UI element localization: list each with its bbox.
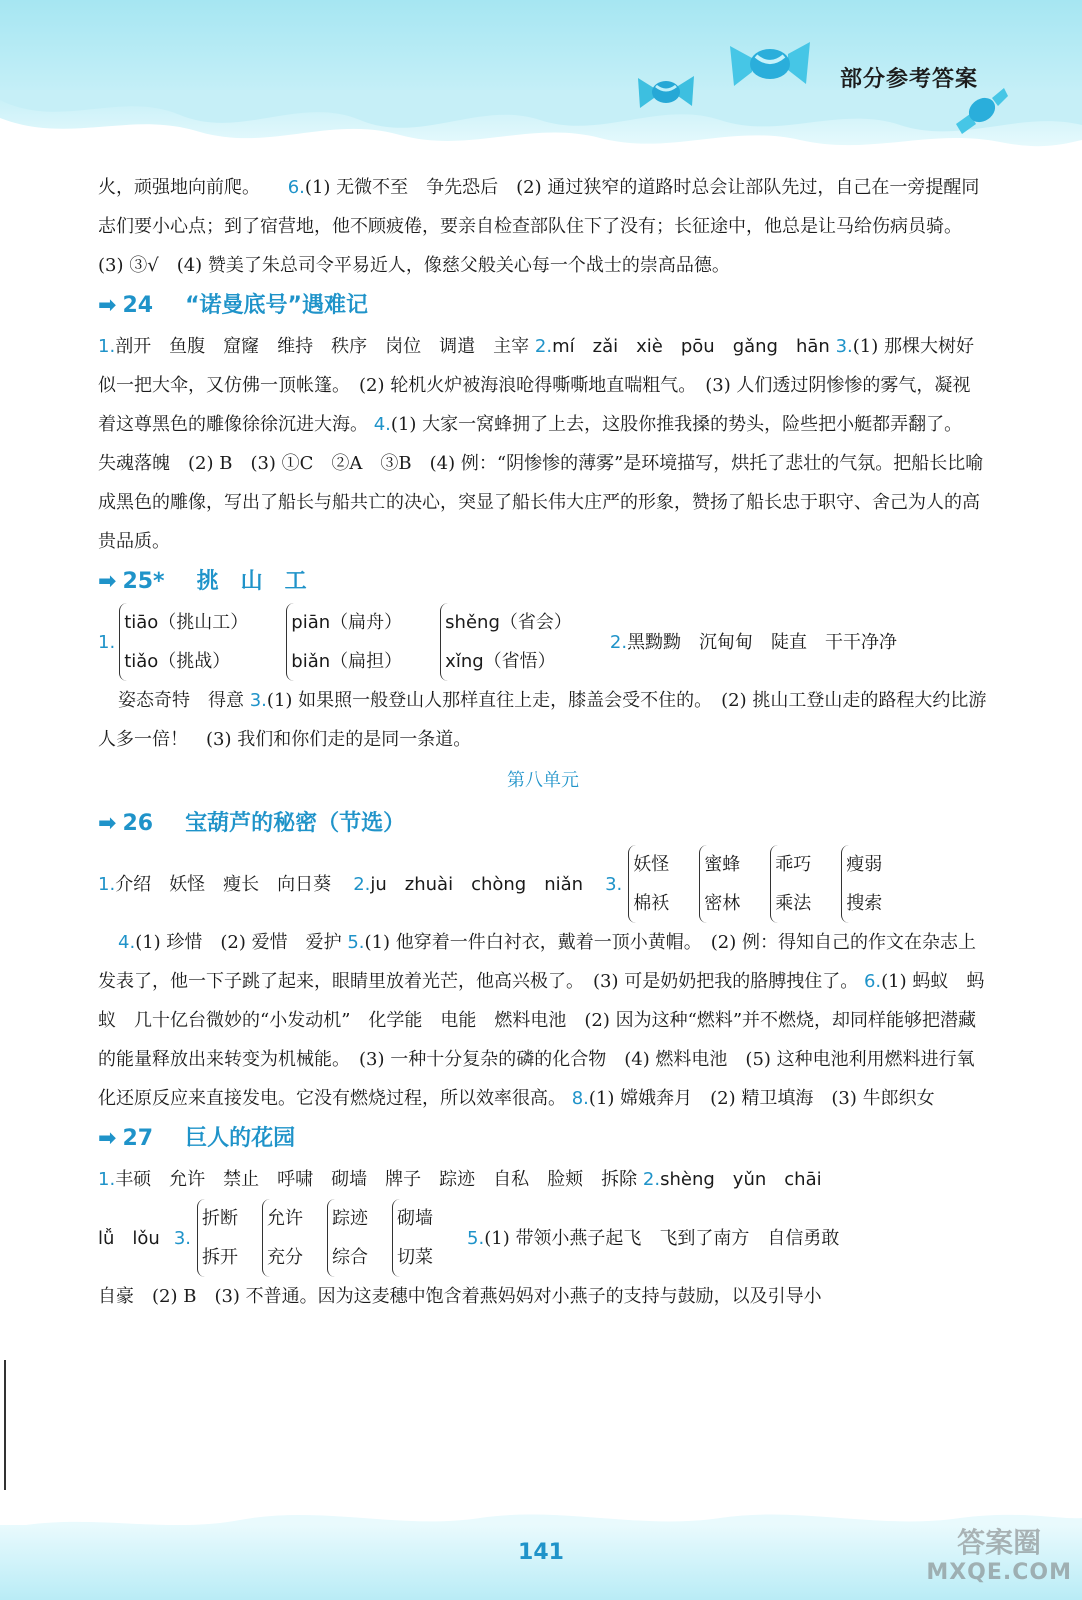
polyphone-row: 1. tiāo（挑山工） tiǎo（挑战） piān（扁舟） biǎn（扁担） shěng（省会） xǐng（省悟） 2. 黑黝黝 沉甸甸 陡直 干干净净 <box>98 603 988 681</box>
candy-icon <box>636 72 696 112</box>
brace-group: 允许 充分 <box>262 1199 303 1277</box>
question-number: 6. <box>287 177 305 198</box>
paragraph: 4.(1) 珍惜 (2) 爱惜 爱护 5.(1) 他穿着一件白衬衣，戴着一顶小黄帽。 (2) 例：得知自己的作文在杂志上发表了，他一下子跳了起来，眼睛里放着光芒，他高兴极了。 (3) 可是奶奶把我的胳膊拽住了。 6.(1) 蚂蚁 蚂蚁 几十亿台微妙的“小发动机” 化学能 电能 燃料电池 (2) 因为这种“燃料”并不燃烧，却同样能够把潜藏的能量释放出来转变为机械能。 (3) 一种十分复杂的磷的化合物 (4) 燃料电池 (5) 这种电池利用燃料进行氧化还原反应来直接发电。它没有燃烧过程，所以效率很高。 8.(1) 嫦娥奔月 (2) 精卫填海 (3) 牛郎织女 <box>98 932 985 1109</box>
brace-group: 妖怪 棉袄 <box>628 845 669 923</box>
arrow-icon: ➡ <box>98 1126 117 1151</box>
arrow-icon: ➡ <box>98 811 117 836</box>
word-row: lǚ lǒu 3. 折断 拆开 允许 充分 踪迹 综合 砌墙 切菜 5. (1) 带领小燕子起飞 飞到了南方 自信勇敢 <box>98 1199 988 1277</box>
brace-group: 蜜蜂 密林 <box>699 845 740 923</box>
brace-group: 砌墙 切菜 <box>392 1199 433 1277</box>
header-wave-decoration <box>0 90 1082 160</box>
arrow-icon: ➡ <box>98 569 117 594</box>
section-heading-24: ➡ 24 “诺曼底号”遇难记 <box>98 285 988 327</box>
candy-icon <box>728 38 812 92</box>
brace-group: 瘦弱 搜索 <box>841 845 882 923</box>
margin-rule <box>4 1360 6 1490</box>
paragraph: 火，顽强地向前爬。 6.(1) 无微不至 争先恐后 (2) 通过狭窄的道路时总会让部队先过，自己在一旁提醒同志们要小心点；到了宿营地，他不顾疲倦，要亲自检查部队住下了没有；长征途中，他总是让马给伤病员骑。 (3) ③√ (4) 赞美了朱总司令平易近人，像慈父般关心每一个战士的崇高品德。 <box>98 177 980 276</box>
section-heading-27: ➡ 27 巨人的花园 <box>98 1118 988 1160</box>
arrow-icon: ➡ <box>98 293 117 318</box>
unit-title: 第八单元 <box>507 770 579 791</box>
brace-group: shěng（省会） xǐng（省悟） <box>440 603 572 681</box>
brace-group: 踪迹 综合 <box>327 1199 368 1277</box>
paragraph: 1.剖开 鱼腹 窟窿 维持 秩序 岗位 调遣 主宰 2.mí zǎi xiè pōu gǎng hān 3.(1) 那棵大树好似一把大伞，又仿佛一顶帐篷。 (2) 轮机火炉被海浪呛得嘶嘶地直喘粗气。 (3) 人们透过阴惨惨的雾气，凝视着这尊黑色的雕像徐徐沉进大海。 4.(1) 大家一窝蜂拥了上去，这股你推我搡的势头，险些把小艇都弄翻了。 失魂落魄 (2) B (3) ①C ②A ③B (4) 例：“阴惨惨的薄雾”是环境描写，烘托了悲壮的气氛。把船长比喻成黑色的雕像，写出了船长与船共亡的决心，突显了船长伟大庄严的形象，赞扬了船长忠于职守、舍己为人的高贵品质。 <box>98 336 984 552</box>
header-title: 部分参考答案 <box>839 67 978 92</box>
brace-group: 折断 拆开 <box>197 1199 238 1277</box>
paragraph: 自豪 (2) B (3) 不普通。因为这麦穗中饱含着燕妈妈对小燕子的支持与鼓励，以及引导小 <box>98 1286 822 1307</box>
brace-group: 乖巧 乘法 <box>770 845 811 923</box>
answer-content <box>98 168 988 1316</box>
paragraph: 1.丰硕 允许 禁止 呼啸 砌墙 牌子 踪迹 自私 脸颊 拆除 2.shèng yǔn chāi <box>98 1169 822 1190</box>
word-row: 1. 介绍 妖怪 瘦长 向日葵 2. ju zhuài chòng niǎn 3. 妖怪 棉袄 蜜蜂 密林 乖巧 乘法 瘦弱 搜索 <box>98 845 988 923</box>
brace-group: piān（扁舟） biǎn（扁担） <box>286 603 402 681</box>
watermark: 答案圈 MXQE.COM <box>926 1526 1072 1585</box>
paragraph: 姿态奇特 得意 3.(1) 如果照一般登山人那样直往上走，膝盖会受不住的。 (2) 挑山工登山走的路程大约比游人多一倍！ (3) 我们和你们走的是同一条道。 <box>98 690 987 750</box>
section-heading-25: ➡ 25* 挑 山 工 <box>98 561 988 603</box>
brace-group: tiāo（挑山工） tiǎo（挑战） <box>119 603 248 681</box>
page-number: 141 <box>518 1540 564 1565</box>
section-heading-26: ➡ 26 宝葫芦的秘密（节选） <box>98 803 988 845</box>
